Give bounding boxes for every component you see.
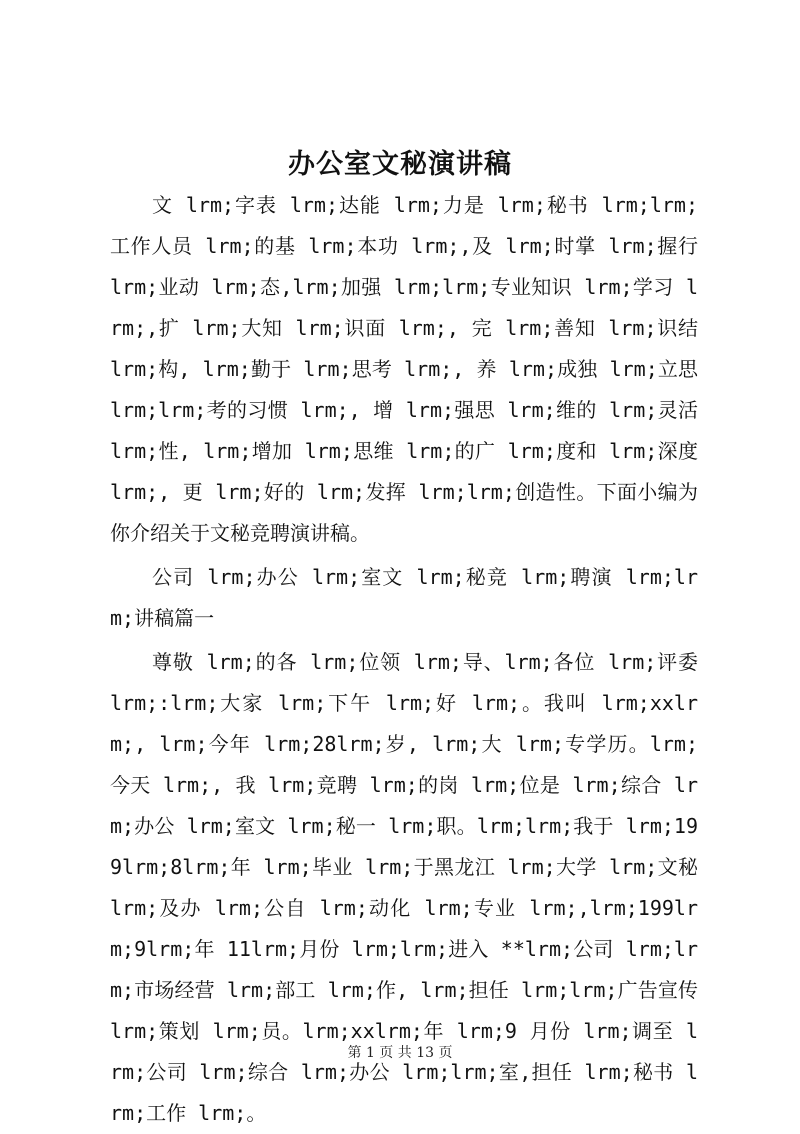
document-body [110,185,698,1134]
paragraph-speech: 尊敬 lrm;的各 lrm;位领 lrm;导、lrm;各位 lrm;评委 lrm;:lrm;大家 lrm;下午 lrm;好 lrm;。我叫 lrm;xxlrm;, lrm;今年 lrm;28lrm;岁, lrm;大 lrm;专学历。lrm;今天 lrm;, 我 lrm;竞聘 lrm;的岗 lrm;位是 lrm;综合 lrm;办公 lrm;室文 lrm;秘一 lrm;职。lrm;lrm;我于 lrm;199lrm;8lrm;年 lrm;毕业 lrm;于黑龙江 lrm;大学 lrm;文秘 lrm;及办 lrm;公自 lrm;动化 lrm;专业 lrm;,lrm;199lrm;9lrm;年 11lrm;月份 lrm;lrm;进入 **lrm;公司 lrm;lrm;市场经营 lrm;部工 lrm;作, lrm;担任 lrm;lrm;广告宣传 lrm;策划 lrm;员。lrm;xxlrm;年 lrm;9 月份 lrm;调至 lrm;公司 lrm;综合 lrm;办公 lrm;lrm;室,担任 lrm;秘书 lrm;工作 lrm;。 [110,650,698,1125]
page-number-footer: 第 1 页 共 13 页 [347,1045,453,1061]
document-title: 办公室文秘演讲稿 [288,149,512,180]
paragraph-intro: 文 lrm;字表 lrm;达能 lrm;力是 lrm;秘书 lrm;lrm;工作人员 lrm;的基 lrm;本功 lrm;,及 lrm;时掌 lrm;握行 lrm;业动 lrm;态,lrm;加强 lrm;lrm;专业知识 lrm;学习 lrm;,扩 lrm;大知 lrm;识面 lrm;, 完 lrm;善知 lrm;识结 lrm;构, lrm;勤于 lrm;思考 lrm;, 养 lrm;成独 lrm;立思 lrm;lrm;考的习惯 lrm;, 增 lrm;强思 lrm;维的 lrm;灵活 lrm;性, lrm;增加 lrm;思维 lrm;的广 lrm;度和 lrm;深度 lrm;, 更 lrm;好的 lrm;发挥 lrm;lrm;创造性。下面小编为你介绍关于文秘竞聘演讲稿。 [110,193,698,545]
paragraph-heading: 公司 lrm;办公 lrm;室文 lrm;秘竞 lrm;聘演 lrm;lrm;讲稿篇一 [110,565,698,630]
